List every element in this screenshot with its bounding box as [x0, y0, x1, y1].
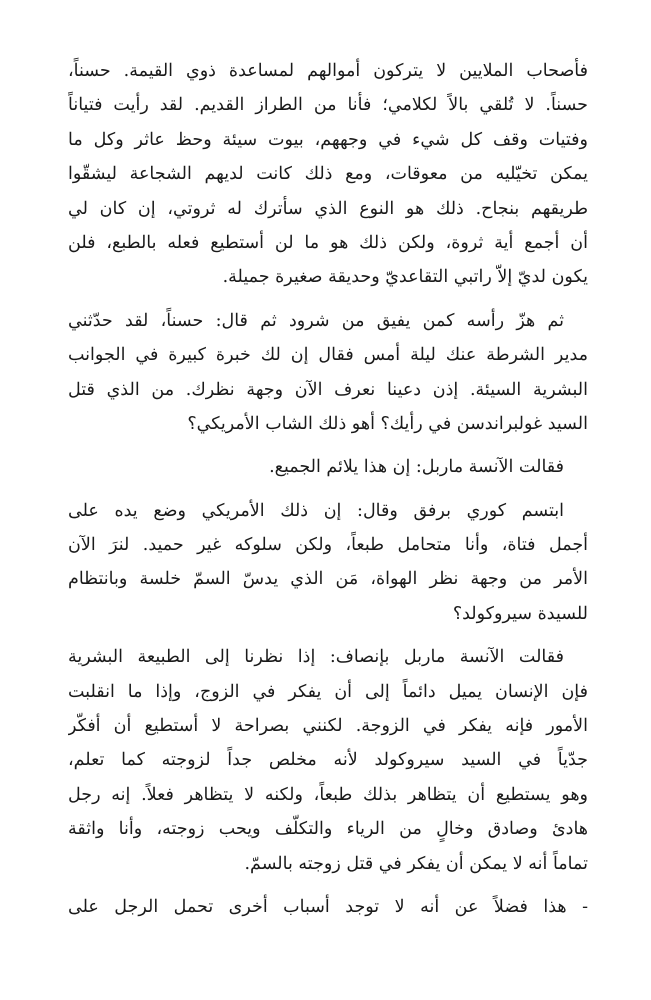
- book-page: [68, 54, 588, 924]
- text-line: أن أجمع أية ثروة، ولكن ذلك هو ما لن أستطيع فعله بالطبع، فلن: [68, 232, 588, 253]
- text-line: هادئ وصادق وخالٍ من الرياء والتكلّف ويحب زوجته، وأنا واثقة: [68, 819, 588, 840]
- text-line: تماماً أنه لا يمكن أن يفكر في قتل زوجته بالسمّ.: [244, 853, 588, 874]
- paragraph: [68, 450, 588, 484]
- text-line: فقالت الآنسة ماربل بإنصاف: إذا نظرنا إلى الطبيعة البشرية: [68, 647, 564, 668]
- text-line: حسناً. لا تُلقي بالاً لكلامي؛ فأنا من الطراز القديم. لقد رأيت فتياناً: [68, 95, 588, 116]
- paragraph: [68, 890, 588, 924]
- text-line: وفتيات وقف كل شيء في وجههم، بيوت سيئة وحظ عاثر وكل ما: [68, 129, 588, 150]
- text-line: ابتسم كوري برفق وقال: إن ذلك الأمريكي وضع يده على: [68, 500, 564, 521]
- paragraph-gap: [68, 295, 588, 304]
- paragraph: [68, 494, 588, 632]
- text-line: يكون لديّ إلاّ راتبي التقاعديّ وحديقة صغيرة جميلة.: [222, 267, 588, 288]
- paragraph: [68, 640, 588, 881]
- text-line: جدّياً في السيد سيروكولد لأنه مخلص جداً لزوجته كما تعلم،: [68, 750, 588, 771]
- text-line: وهو يستطيع أن يتظاهر بذلك طبعاً، ولكنه لا يتظاهر فعلاً. إنه رجل: [68, 784, 588, 805]
- paragraph-gap: [68, 441, 588, 450]
- paragraph-gap: [68, 485, 588, 494]
- text-line: الأمور فإنه يفكر في الزوجة. لكنني بصراحة لا أستطيع أن أفكّر: [68, 716, 588, 737]
- text-line: أجمل فتاة، وأنا متحامل طبعاً، ولكن سلوكه غير حميد. لنرَ الآن: [68, 535, 588, 556]
- text-line: السيد غولبراندسن في رأيك؟ أهو ذلك الشاب الأمريكي؟: [187, 413, 588, 434]
- paragraph: [68, 304, 588, 442]
- text-line: البشرية السيئة. إذن دعينا نعرف الآن وجهة نظرك. من الذي قتل: [68, 379, 588, 400]
- text-line: الأمر من وجهة نظر الهواة، مَن الذي يدسّ السمّ خلسة وبانتظام: [68, 569, 588, 590]
- text-line: - هذا فضلاً عن أنه لا توجد أسباب أخرى تحمل الرجل على: [68, 896, 588, 917]
- paragraph-gap: [68, 631, 588, 640]
- paragraph-gap: [68, 881, 588, 890]
- text-line: يمكن تخيّليه من معوقات، ومع ذلك كانت لديهم الشجاعة ليشقّوا: [68, 164, 588, 185]
- text-line: فقالت الآنسة ماربل: إن هذا يلائم الجميع.: [269, 457, 564, 478]
- text-line: للسيدة سيروكولد؟: [452, 603, 588, 624]
- paragraph: [68, 54, 588, 295]
- text-line: مدير الشرطة عنك ليلة أمس فقال إن لك خبرة كبيرة في الجوانب: [68, 345, 588, 366]
- text-line: فإن الإنسان يميل دائماً إلى أن يفكر في الزوج، وإذا ما انقلبت: [68, 681, 588, 702]
- text-line: ثم هزّ رأسه كمن يفيق من شرود ثم قال: حسناً، لقد حدّثني: [68, 310, 564, 331]
- text-line: فأصحاب الملايين لا يتركون أموالهم لمساعدة ذوي القيمة. حسناً،: [68, 61, 588, 81]
- text-line: طريقهم بنجاح. ذلك هو النوع الذي سأترك له ثروتي، إن كان لي: [68, 198, 588, 219]
